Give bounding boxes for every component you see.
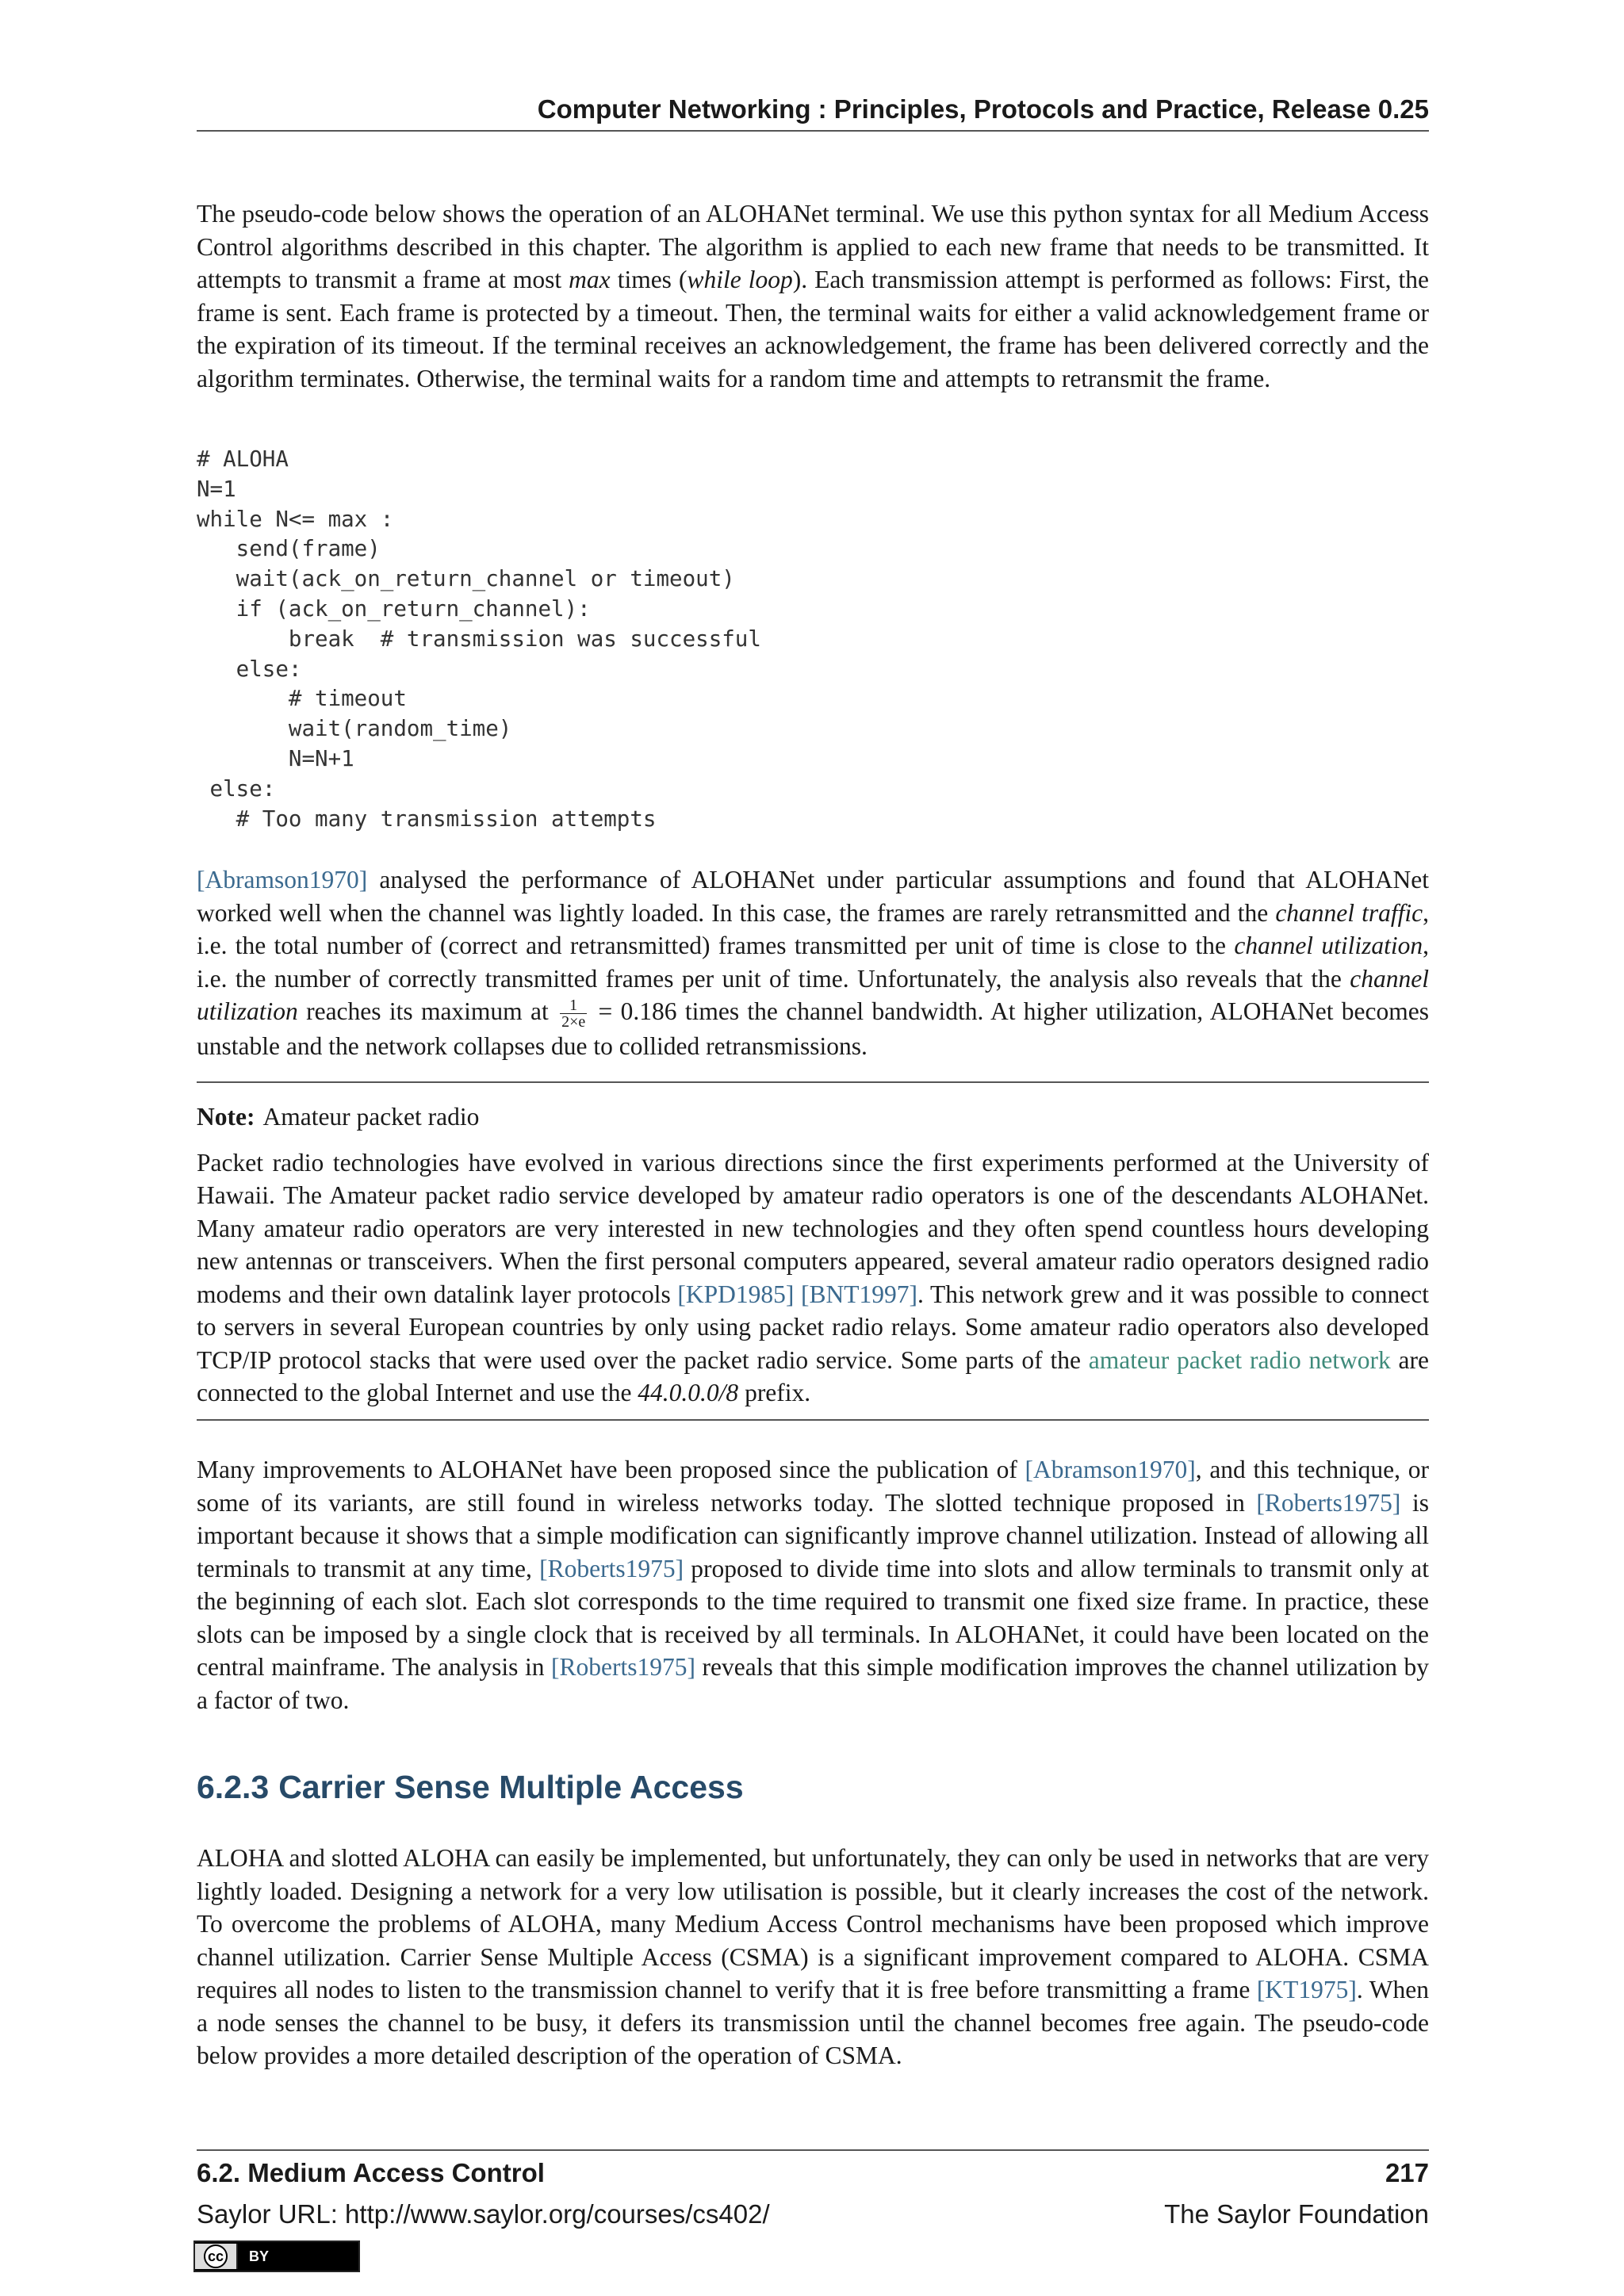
footer-section-label: 6.2. Medium Access Control: [197, 2158, 545, 2187]
citation-link[interactable]: [KT1975]: [1256, 1976, 1357, 2003]
citation-link[interactable]: [Roberts1975]: [551, 1653, 695, 1681]
citation-link[interactable]: [Roberts1975]: [539, 1554, 684, 1582]
creative-commons-badge: [193, 2241, 360, 2272]
citation-link[interactable]: [Roberts1975]: [1256, 1488, 1401, 1517]
section-heading: 6.2.3 Carrier Sense Multiple Access: [197, 1769, 744, 1805]
paragraph-aloha-intro: The pseudo-code below shows the operation of an ALOHANet terminal. We use this python syntax for all Medium Access Control algorithms described in this chapter. The algorithm is applied to each new frame that needs to be transmitted. It attempts to transmit a frame at most max times (while loop). Each transmission attempt is performed as follows: First, the frame is sent. Each frame is protected by a timeout. Then, the terminal waits for either a valid acknowledgement frame or the expiration of its timeout. If the terminal receives an acknowledgement, the frame has been delivered correctly and the algorithm terminates. Otherwise, the terminal waits for a random time and attempts to retransmit the frame.: [197, 200, 1429, 392]
page-footer: [197, 2149, 1429, 2232]
paragraph-slotted-aloha: Many improvements to ALOHANet have been proposed since the publication of [Abramson1970], and this technique, or some of its variants, are still found in wireless networks today. The slotted technique proposed in [Roberts1975] is important because it shows that a simple modification can significantly improve channel utilization. Instead of allowing all terminals to transmit at any time, [Roberts1975] proposed to divide time into slots and allow terminals to transmit only at the beginning of each slot. Each slot corresponds to the time required to transmit one fixed size frame. In practice, these slots can be imposed by a single clock that is received by all terminals. In ALOHANet, it could have been located on the central mainframe. The analysis in [Roberts1975] reveals that this simple modification improves the channel utilization by a factor of two.: [197, 1456, 1429, 1714]
citation-link[interactable]: [KPD1985]: [677, 1280, 795, 1308]
fraction-formula: $\frac{1}{2\times e}$: [561, 997, 586, 1031]
external-link[interactable]: amateur packet radio network: [1088, 1345, 1391, 1374]
citation-link[interactable]: [Abramson1970]: [1025, 1456, 1196, 1483]
cc-icon: cc: [195, 2244, 238, 2269]
aloha-code-block: # ALOHA N=1 while N<= max : send(frame) wait(ack_on_return_channel or timeout) if (ack_on_return_channel): break # transmission was successful else: # timeout wait(random_time) N=N+1 else: # Too many transmission attempts: [197, 446, 761, 832]
saylor-url: Saylor URL: http://www.saylor.org/courses/cs402/: [197, 2199, 770, 2229]
citation-link[interactable]: [BNT1997]: [801, 1280, 918, 1308]
page-number: 217: [1385, 2158, 1429, 2187]
by-attribution-label: BY: [249, 2248, 270, 2264]
saylor-foundation: The Saylor Foundation: [1164, 2199, 1429, 2229]
note-box: [197, 1081, 1429, 1421]
note-title: Note: Amateur packet radio: [197, 1103, 480, 1131]
citation-link[interactable]: [Abramson1970]: [197, 866, 368, 894]
note-body: Packet radio technologies have evolved in various directions since the first experiments performed at the University of Hawaii. The Amateur packet radio service developed by amateur radio operators is one of the descendants ALOHANet. Many amateur radio operators are very interested in new technologies and they often spend countless hours developing new antennas or transceivers. When the first personal computers appeared, several amateur radio operators designed radio modems and their own datalink layer protocols [KPD1985] [BNT1997]. This network grew and it was possible to connect to servers in several European countries by only using packet radio relays. Some amateur radio operators also developed TCP/IP protocol stacks that were used over the packet radio service. Some parts of the amateur packet radio network are connected to the global Internet and use the 44.0.0.0/8 prefix.: [197, 1148, 1430, 1406]
running-header: Computer Networking : Principles, Protocols and Practice, Release 0.25: [197, 89, 1429, 132]
paragraph-csma-intro: ALOHA and slotted ALOHA can easily be implemented, but unfortunately, they can only be used in networks that are very lightly loaded. Designing a network for a very low utilisation is possible, but it clearly increases the cost of the network. To overcome the problems of ALOHA, many Medium Access Control mechanisms have been proposed which improve channel utilization. Carrier Sense Multiple Access (CSMA) is a significant improvement compared to ALOHA. CSMA requires all nodes to listen to the transmission channel to verify that it is free before transmitting a frame [KT1975]. When a node senses the channel to be busy, it defers its transmission until the channel becomes free again. The pseudo-code below provides a more detailed description of the operation of CSMA.: [197, 1844, 1429, 2069]
paragraph-aloha-analysis: [Abramson1970] analysed the performance of ALOHANet under particular assumptions and found that ALOHANet worked well when the channel was lightly loaded. In this case, the frames are rarely retransmitted and the channel traffic, i.e. the total number of (correct and retransmitted) frames transmitted per unit of time is close to the channel utilization, i.e. the number of correctly transmitted frames per unit of time. Unfortunately, the analysis also reveals that the channel utilization reaches its maximum at $\frac{1}{2\times e}$ = 0.186 times the channel bandwidth. At higher utilization, ALOHANet becomes unstable and the network collapses due to collided retransmissions.: [197, 866, 1430, 1061]
